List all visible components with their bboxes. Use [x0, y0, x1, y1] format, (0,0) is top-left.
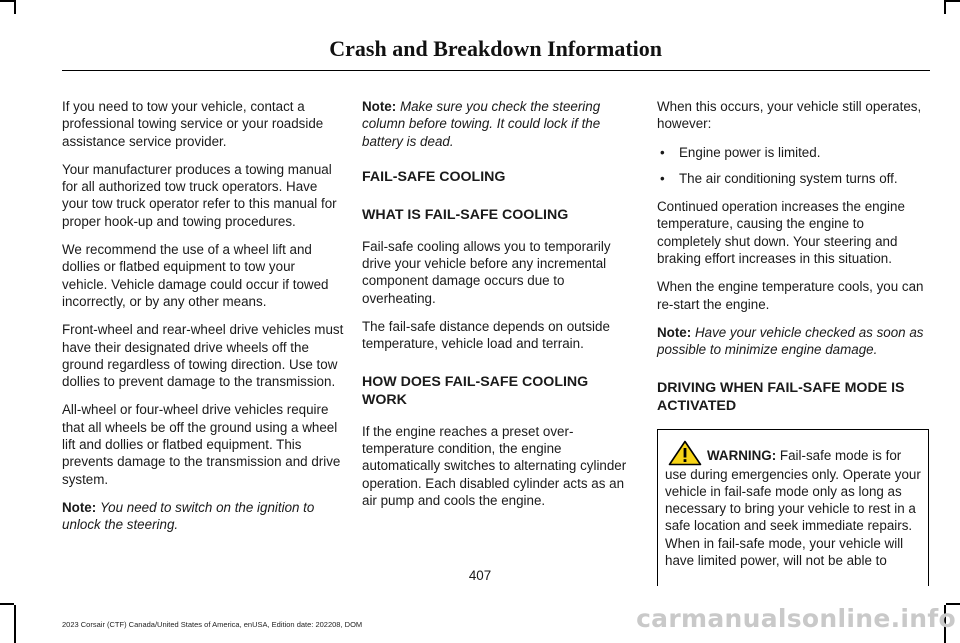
paragraph: If the engine reaches a preset over-temperature condition, the engine automatically switches to alternating cylinder operation. Each disabled cylinder acts as an air pump and cools the engine.	[362, 423, 627, 508]
note-text: Make sure you check the steering column before towing. It could lock if the battery is dead.	[362, 99, 601, 149]
page-header-title: Crash and Breakdown Information	[329, 36, 662, 61]
paragraph: Front-wheel and rear-wheel drive vehicles must have their designated drive wheels off the ground regardless of towing direction. Use tow dollies to prevent damage to the transmission.	[62, 322, 344, 390]
bullet-list	[657, 144, 929, 188]
note-steering-column	[362, 98, 632, 150]
paragraph: If you need to tow your vehicle, contact a professional towing service or your roadside assistance service provider.	[62, 99, 324, 149]
crop-mark-bottom-left	[0, 603, 14, 605]
note-engine-damage	[657, 324, 929, 359]
note-text: You need to switch on the ignition to unlock the steering.	[62, 499, 315, 533]
column-towing	[62, 98, 344, 545]
warning-label: WARNING:	[707, 447, 777, 463]
note-ignition	[62, 499, 344, 534]
note-label: Note:	[362, 99, 397, 114]
paragraph: Fail-safe cooling allows you to temporarily drive your vehicle before any incremental component damage occurs due to overheating.	[362, 238, 611, 306]
paragraph: When the engine temperature cools, you can re-start the engine.	[657, 279, 924, 312]
warning-text: Fail-safe mode is for use during emergencies only. Operate your vehicle in fail-safe mode only as long as necessary to bring your vehicle to rest in a safe location and seek immediate repairs. When in fail-safe mode, your vehicle will have limited power, will not be able to	[665, 447, 921, 569]
paragraph: All-wheel or four-wheel drive vehicles require that all wheels be off the ground using a wheel lift and dollies or flatbed equipment. This prevents damage to the transmission and drive system.	[62, 402, 341, 487]
paragraph: When this occurs, your vehicle still operates, however:	[657, 99, 922, 132]
column-fail-safe-mode	[657, 98, 929, 586]
column-fail-safe-cooling	[362, 98, 632, 520]
subheading-what-is: WHAT IS FAIL-SAFE COOLING	[362, 206, 569, 223]
subheading-driving-fail-safe: DRIVING WHEN FAIL-SAFE MODE IS ACTIVATED	[657, 379, 905, 414]
crop-mark-top-left	[0, 0, 14, 2]
warning-triangle-icon	[668, 440, 702, 466]
list-item: • The air conditioning system turns off.	[657, 170, 929, 187]
header-divider	[62, 70, 930, 71]
edition-footer: 2023 Corsair (CTF) Canada/United States of America, enUSA, Edition date: 202208, DOM	[62, 620, 363, 629]
paragraph: The fail-safe distance depends on outside temperature, vehicle load and terrain.	[362, 319, 610, 352]
subheading-how-does: HOW DOES FAIL-SAFE COOLING WORK	[362, 373, 589, 408]
note-label: Note:	[62, 499, 97, 515]
warning-box	[657, 429, 929, 586]
paragraph: We recommend the use of a wheel lift and dollies or flatbed equipment to tow your vehicle. Vehicle damage could occur if towed incorrectly, or by any other means.	[62, 242, 329, 309]
list-item: • Engine power is limited.	[657, 144, 929, 161]
note-text: Have your vehicle checked as soon as possible to minimize engine damage.	[657, 324, 924, 358]
note-label: Note:	[657, 324, 692, 340]
crop-mark-top-left-vertical	[14, 0, 16, 14]
paragraph: Your manufacturer produces a towing manual for all authorized tow truck operators. Have your tow truck operator refer to this manual for proper hook-up and towing procedures.	[62, 161, 337, 229]
page-number: 407	[468, 568, 492, 583]
watermark: carmanualsonline.info	[636, 604, 956, 633]
crop-mark-top-right	[946, 0, 960, 2]
paragraph: Continued operation increases the engine temperature, causing the engine to completely shut down. Your steering and braking effort increases in this situation.	[657, 199, 905, 267]
section-heading: FAIL-SAFE COOLING	[362, 168, 506, 185]
crop-mark-bottom-left-vertical	[14, 605, 16, 643]
crop-mark-top-right-vertical	[944, 0, 946, 14]
